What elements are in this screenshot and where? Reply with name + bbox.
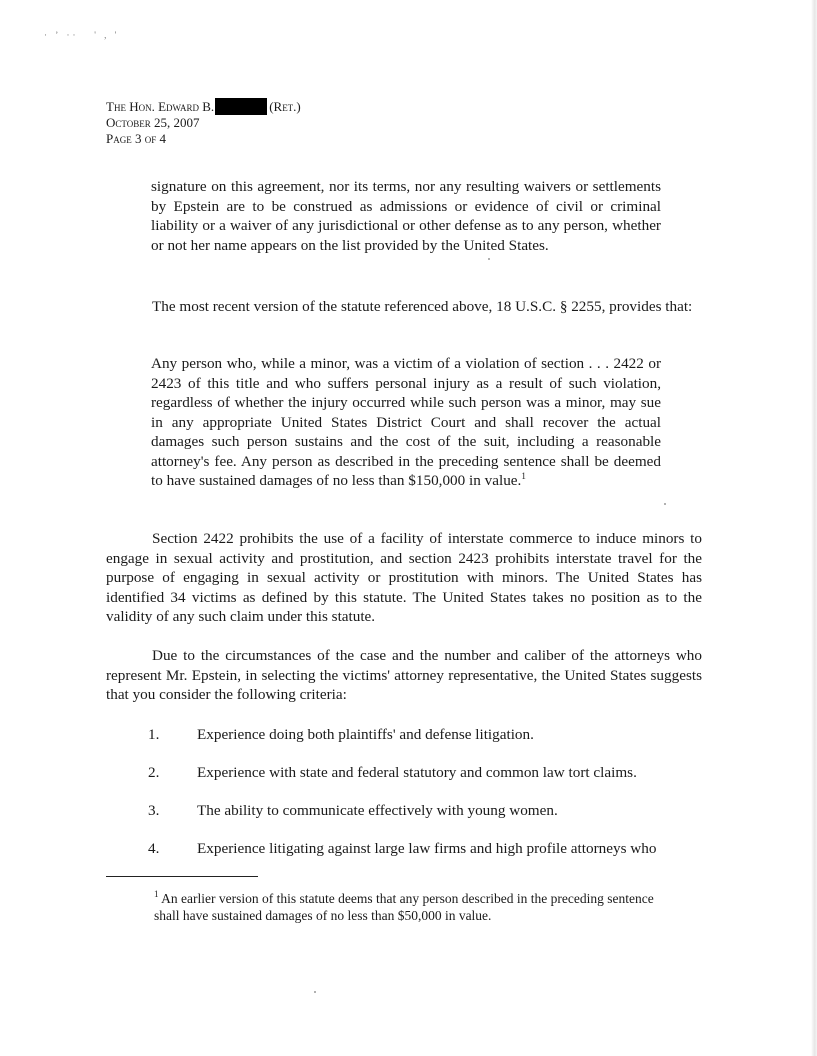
addressee-suffix: (Ret.)	[269, 99, 301, 114]
footnote-line	[106, 890, 666, 924]
section-description-paragraph: Section 2422 prohibits the use of a facility of interstate commerce to induce minors to engage in sexual activity and prostitution, and section 2423 prohibits interstate travel for the purpose of engaging in sexual activity or prostitution with minors. The United States has identified 34 victims as defined by this statute. The United States takes no position as to the validity of any such claim under this statute.	[106, 530, 702, 625]
statute-intro-paragraph: The most recent version of the statute referenced above, 18 U.S.C. § 2255, provides that:	[152, 298, 693, 315]
carryover-paragraph: signature on this agreement, nor its terms, nor any resulting waivers or settlements by Epstein are to be construed as admissions or evidence of civil or criminal liability or a waiver of any jurisdictional or other defense as to any person, whether or not her name appears on the list provided by the United States.	[151, 178, 661, 254]
criteria-intro-paragraph: Due to the circumstances of the case and the number and caliber of the attorneys who represent Mr. Epstein, in selecting the victims' attorney representative, the United States suggests that you consider the following criteria:	[106, 647, 702, 703]
page-number: Page 3 of 4	[106, 131, 166, 146]
list-item-text: Experience doing both plaintiffs' and defense litigation.	[197, 726, 534, 743]
scan-speck	[664, 503, 666, 505]
statute-quote	[151, 354, 661, 491]
criteria-list	[148, 725, 718, 877]
list-item	[148, 763, 718, 801]
list-item-number: 1.	[148, 726, 160, 743]
addressee-name: The Hon. Edward B.	[106, 99, 215, 114]
list-item-text: The ability to communicate effectively with young women.	[197, 802, 558, 819]
statute-quote-text: Any person who, while a minor, was a victim of a violation of section . . . 2422 or 2423 of this title and who suffers personal injury as a result of such violation, regardless of whether the injury occurred while such person was a minor, may sue in any appropriate United States District Court and shall recover the actual damages such person sustains and the cost of the suit, including a reasonable attorney's fee. Any person as described in the preceding sentence shall be deemed to have sustained damages of no less than $150,000 in value.	[151, 355, 661, 489]
footnote-divider	[106, 876, 258, 877]
footnote	[106, 890, 666, 924]
scan-speck	[314, 991, 316, 993]
list-item	[148, 801, 718, 839]
list-item	[148, 839, 718, 877]
footnote-reference: 1	[521, 471, 526, 481]
letter-date: October 25, 2007	[106, 115, 200, 130]
footnote-marker: 1	[154, 889, 159, 899]
list-item-number: 4.	[148, 840, 160, 857]
footnote-text: An earlier version of this statute deems that any person described in the preceding sentence shall have sustained damages of no less than $50,000 in value.	[154, 891, 654, 923]
letter-header	[106, 98, 301, 147]
scan-speck	[488, 258, 490, 260]
addressee-line	[106, 98, 301, 115]
list-item-text: Experience litigating against large law firms and high profile attorneys who	[197, 840, 657, 857]
list-item-number: 2.	[148, 764, 160, 781]
list-item	[148, 725, 718, 763]
redaction-box	[215, 98, 267, 115]
scan-specks: · ʼ ·· ' , '	[44, 30, 120, 40]
list-item-text: Experience with state and federal statutory and common law tort claims.	[197, 764, 637, 781]
scan-edge	[811, 0, 817, 1056]
list-item-number: 3.	[148, 802, 160, 819]
